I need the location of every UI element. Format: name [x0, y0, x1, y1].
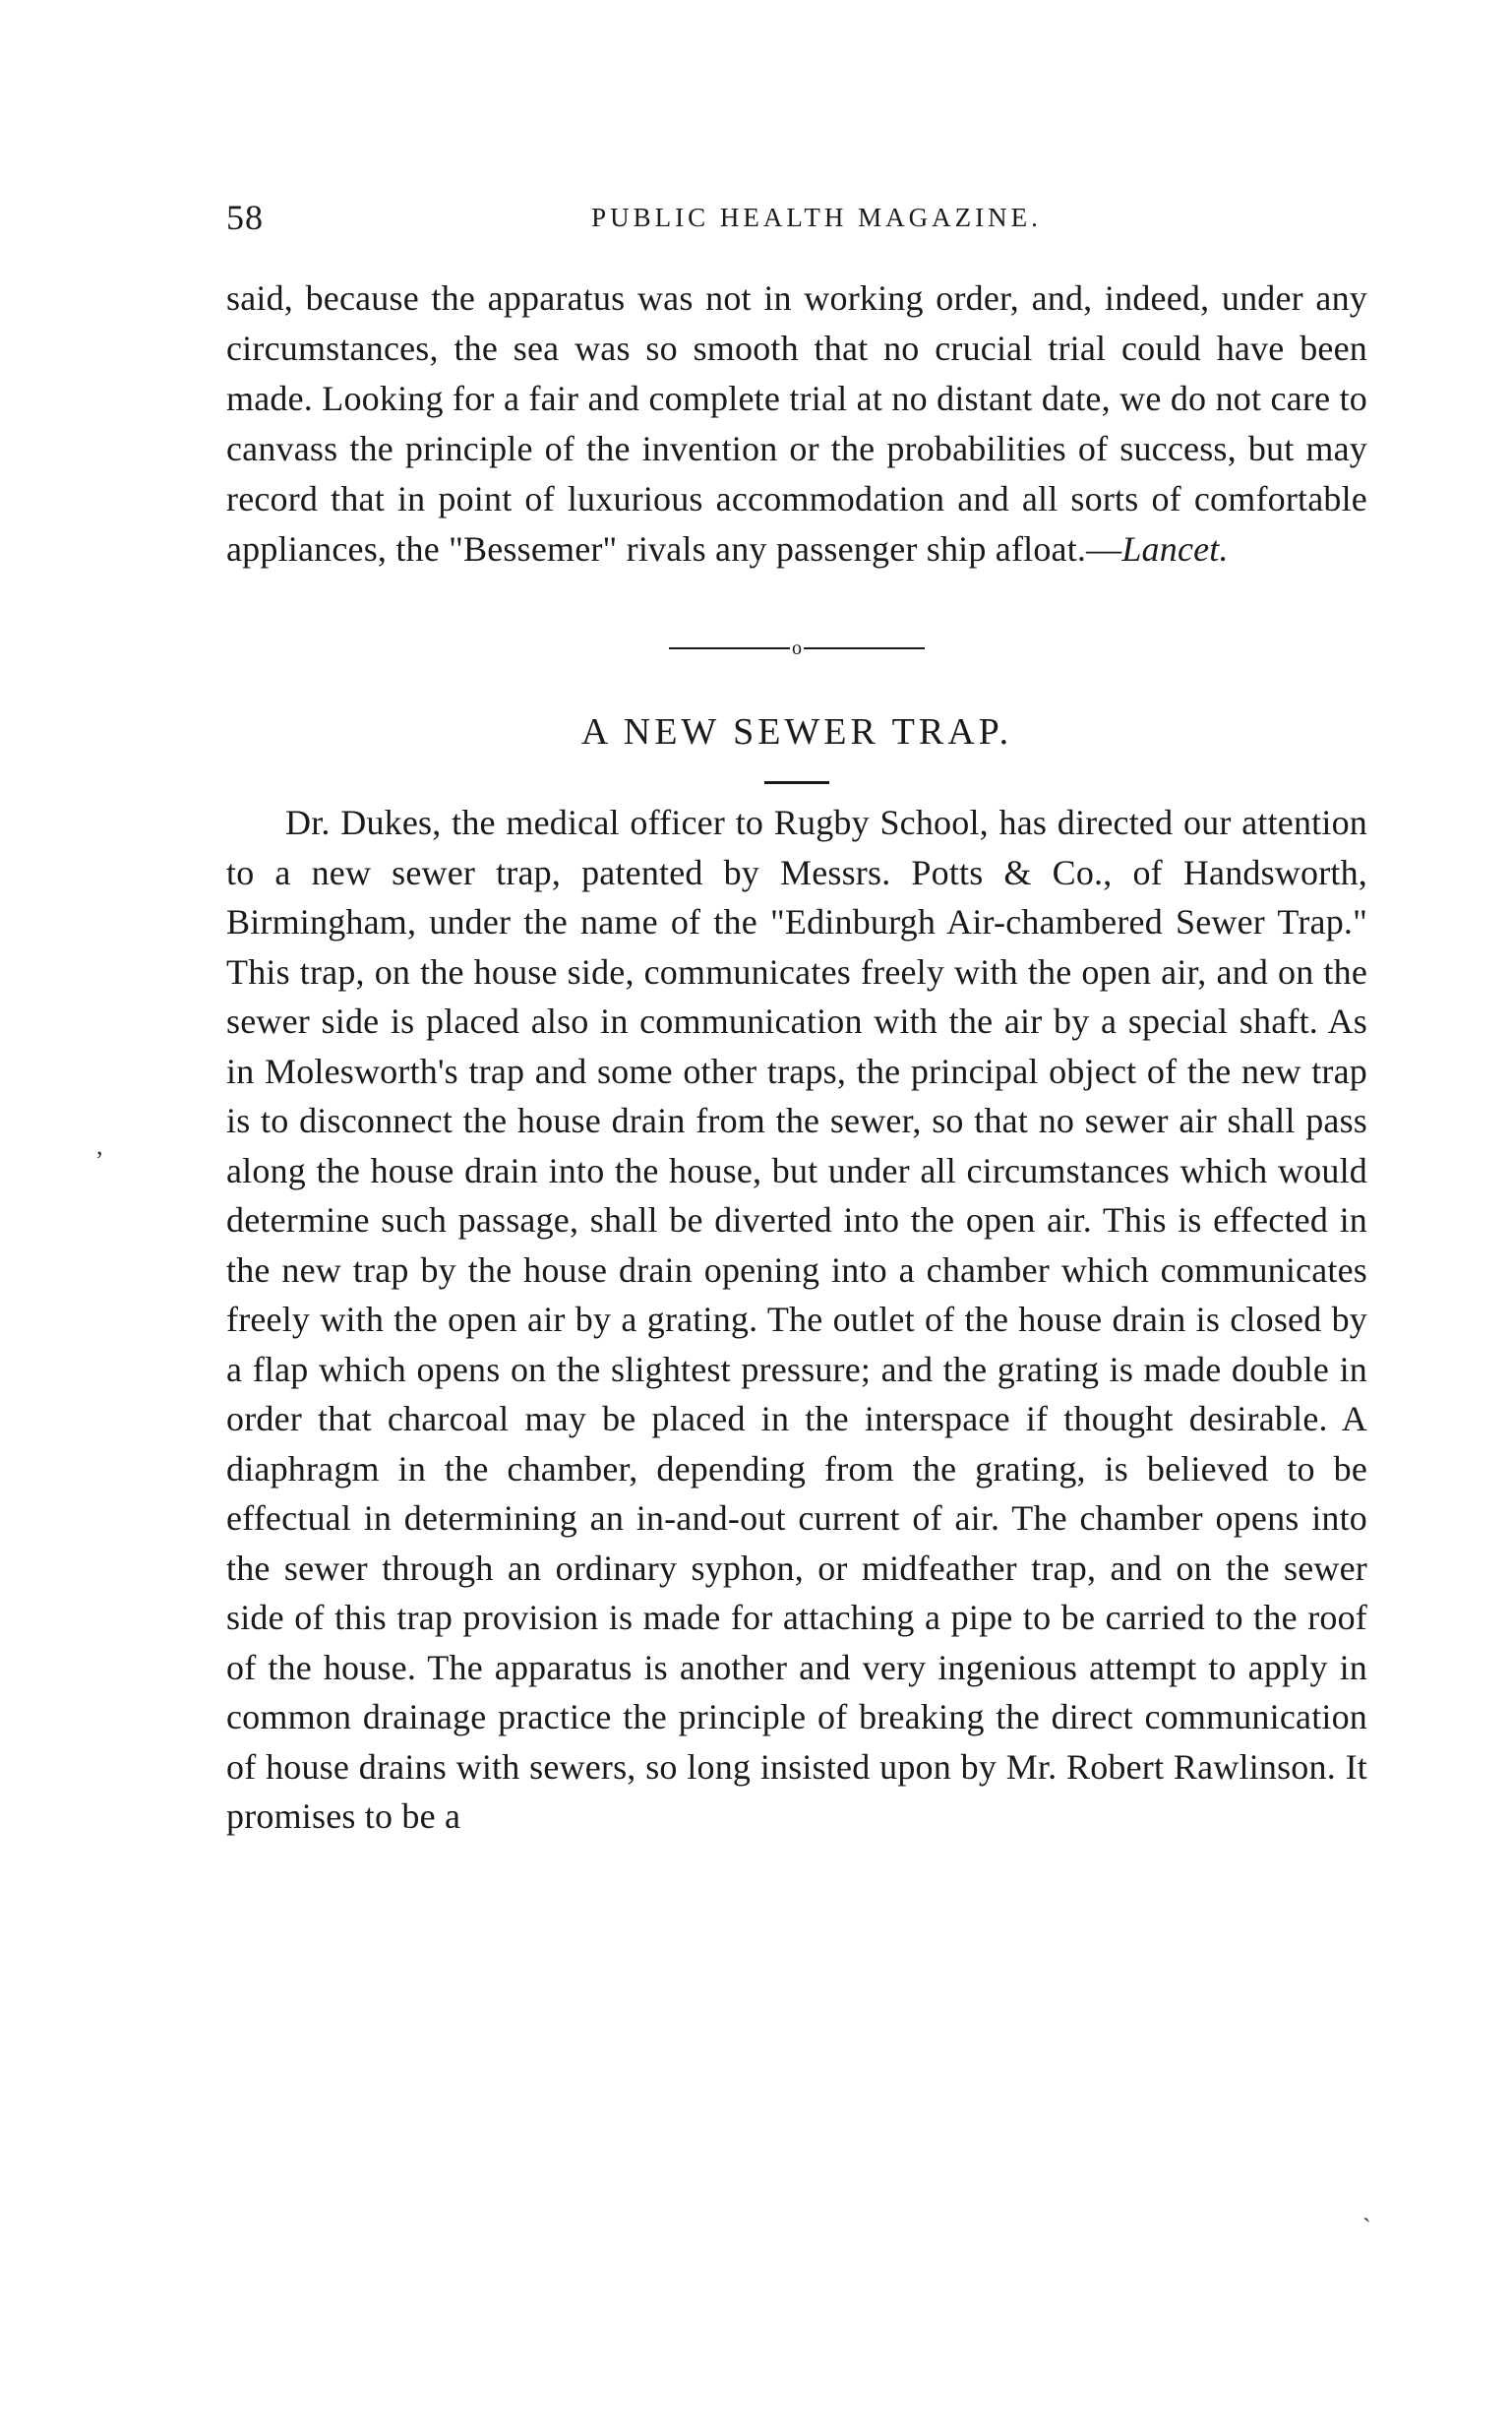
section-separator [669, 634, 925, 663]
running-head [226, 197, 1367, 246]
previous-article-paragraph [226, 273, 1367, 575]
separator-line-right [804, 647, 925, 649]
page-number: 58 [226, 198, 264, 237]
separator-mark: o [792, 638, 802, 659]
article-title: A NEW SEWER TRAP. [580, 711, 1013, 753]
title-rule [764, 781, 829, 784]
article-body-paragraph: Dr. Dukes, the medical officer to Rugby School, has directed our attention to a new sewer trap, patented by Messrs. Potts & Co., of Handsworth, Birmingham, under the name of the "Edinburgh Air-chambered Sewer Trap." This trap, on the house side, communicates freely with the open air, and on the sewer side is placed also in communication with the air by a special shaft. As in Molesworth's trap and some other traps, the principal object of the new trap is to disconnect the house drain from the sewer, so that no sewer air shall pass along the house drain into the house, but under all circumstances which would determine such passage, shall be diverted into the open air. This is effected in the new trap by the house drain opening into a chamber which communicates freely with the open air by a grating. The outlet of the house drain is closed by a flap which opens on the slightest pressure; and the grating is made double in order that charcoal may be placed in the interspace if thought desirable. A diaphragm in the chamber, depending from the grating, is believed to be effectual in determining an in-and-out current of air. The chamber opens into the sewer through an ordinary syphon, or midfeather trap, and on the sewer side of this trap provision is made for attaching a pipe to be carried to the roof of the house. The apparatus is another and very ingenious attempt to apply in common drainage practice the principle of breaking the direct communication of house drains with sewers, so long insisted upon by Mr. Robert Rawlinson. It promises to be a [226, 803, 1367, 1836]
separator-line-left [669, 647, 790, 649]
book-page [226, 197, 1367, 1842]
stray-ink-mark: ˋ [1362, 2214, 1371, 2242]
running-title: PUBLIC HEALTH MAGAZINE. [591, 203, 1042, 232]
source-citation: Lancet. [1121, 529, 1229, 569]
stray-ink-mark: , [96, 1131, 103, 1160]
previous-article-text: said, because the apparatus was not in working order, and, indeed, under any circumstances, the sea was so smooth that no crucial trial could have been made. Looking for a fair and complete trial at no distant date, we do not care to canvass the principle of the invention or the probabilities of success, but may record that in point of luxurious accommodation and all sorts of comfortable appliances, the "Bessemer" rivals any passenger ship afloat.— [226, 278, 1367, 569]
